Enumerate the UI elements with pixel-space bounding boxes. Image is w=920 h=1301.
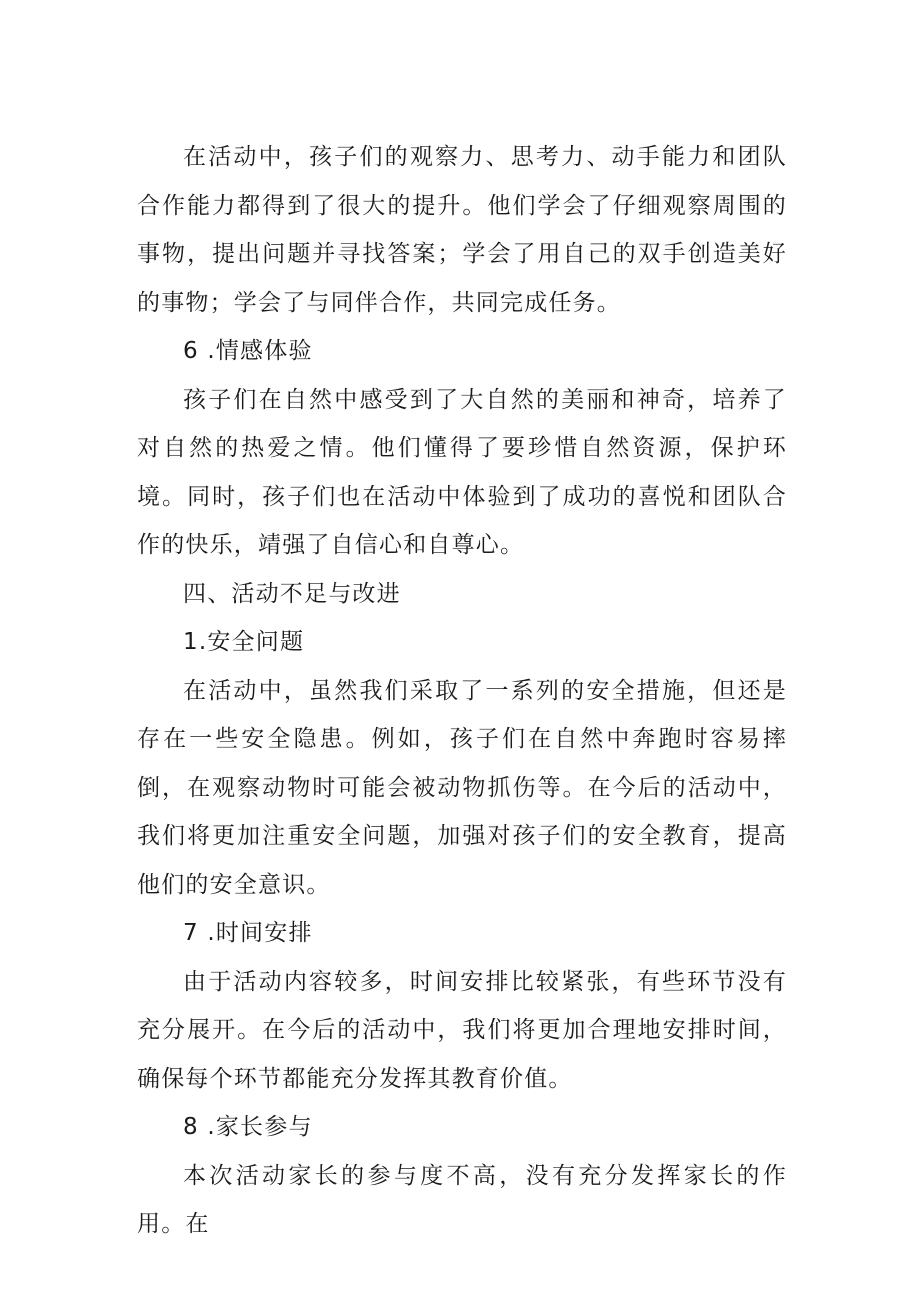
document-body	[137, 133, 787, 1249]
paragraph-safety-issues: 在活动中，虽然我们采取了一系列的安全措施，但还是存在一些安全隐患。例如，孩子们在自然中奔跑时容易摔倒，在观察动物时可能会被动物抓伤等。在今后的活动中，我们将更加注重安全问题，加强对孩子们的安全教育，提高他们的安全意识。	[137, 677, 787, 898]
heading-emotional-experience: 6 .情感体验	[183, 338, 313, 364]
paragraph-parent-participation: 本次活动家长的参与度不高，没有充分发挥家长的作用。在	[137, 1162, 787, 1237]
heading-shortcomings-improvements: 四、活动不足与改进	[183, 580, 401, 607]
paragraph-time-arrangement: 由于活动内容较多，时间安排比较紧张，有些环节没有充分展开。在今后的活动中，我们将更加合理地安排时间，确保每个环节都能充分发挥其教育价值。	[137, 968, 787, 1092]
heading-time-arrangement: 7 .时间安排	[183, 920, 313, 946]
paragraph-nature-love: 孩子们在自然中感受到了大自然的美丽和神奇，培养了对自然的热爱之情。他们懂得了要珍惜自然资源，保护环境。同时，孩子们也在活动中体验到了成功的喜悦和团队合作的快乐，靖强了自信心和自尊心。	[137, 386, 787, 558]
paragraph-skills-improvement: 在活动中，孩子们的观察力、思考力、动手能力和团队合作能力都得到了很大的提升。他们学会了仔细观察周围的事物，提出问题并寻找答案；学会了用自己的双手创造美好的事物；学会了与同伴合作，共同完成任务。	[137, 144, 787, 316]
heading-safety-issues: 1.安全问题	[183, 629, 305, 655]
heading-parent-participation: 8 .家长参与	[183, 1114, 313, 1140]
